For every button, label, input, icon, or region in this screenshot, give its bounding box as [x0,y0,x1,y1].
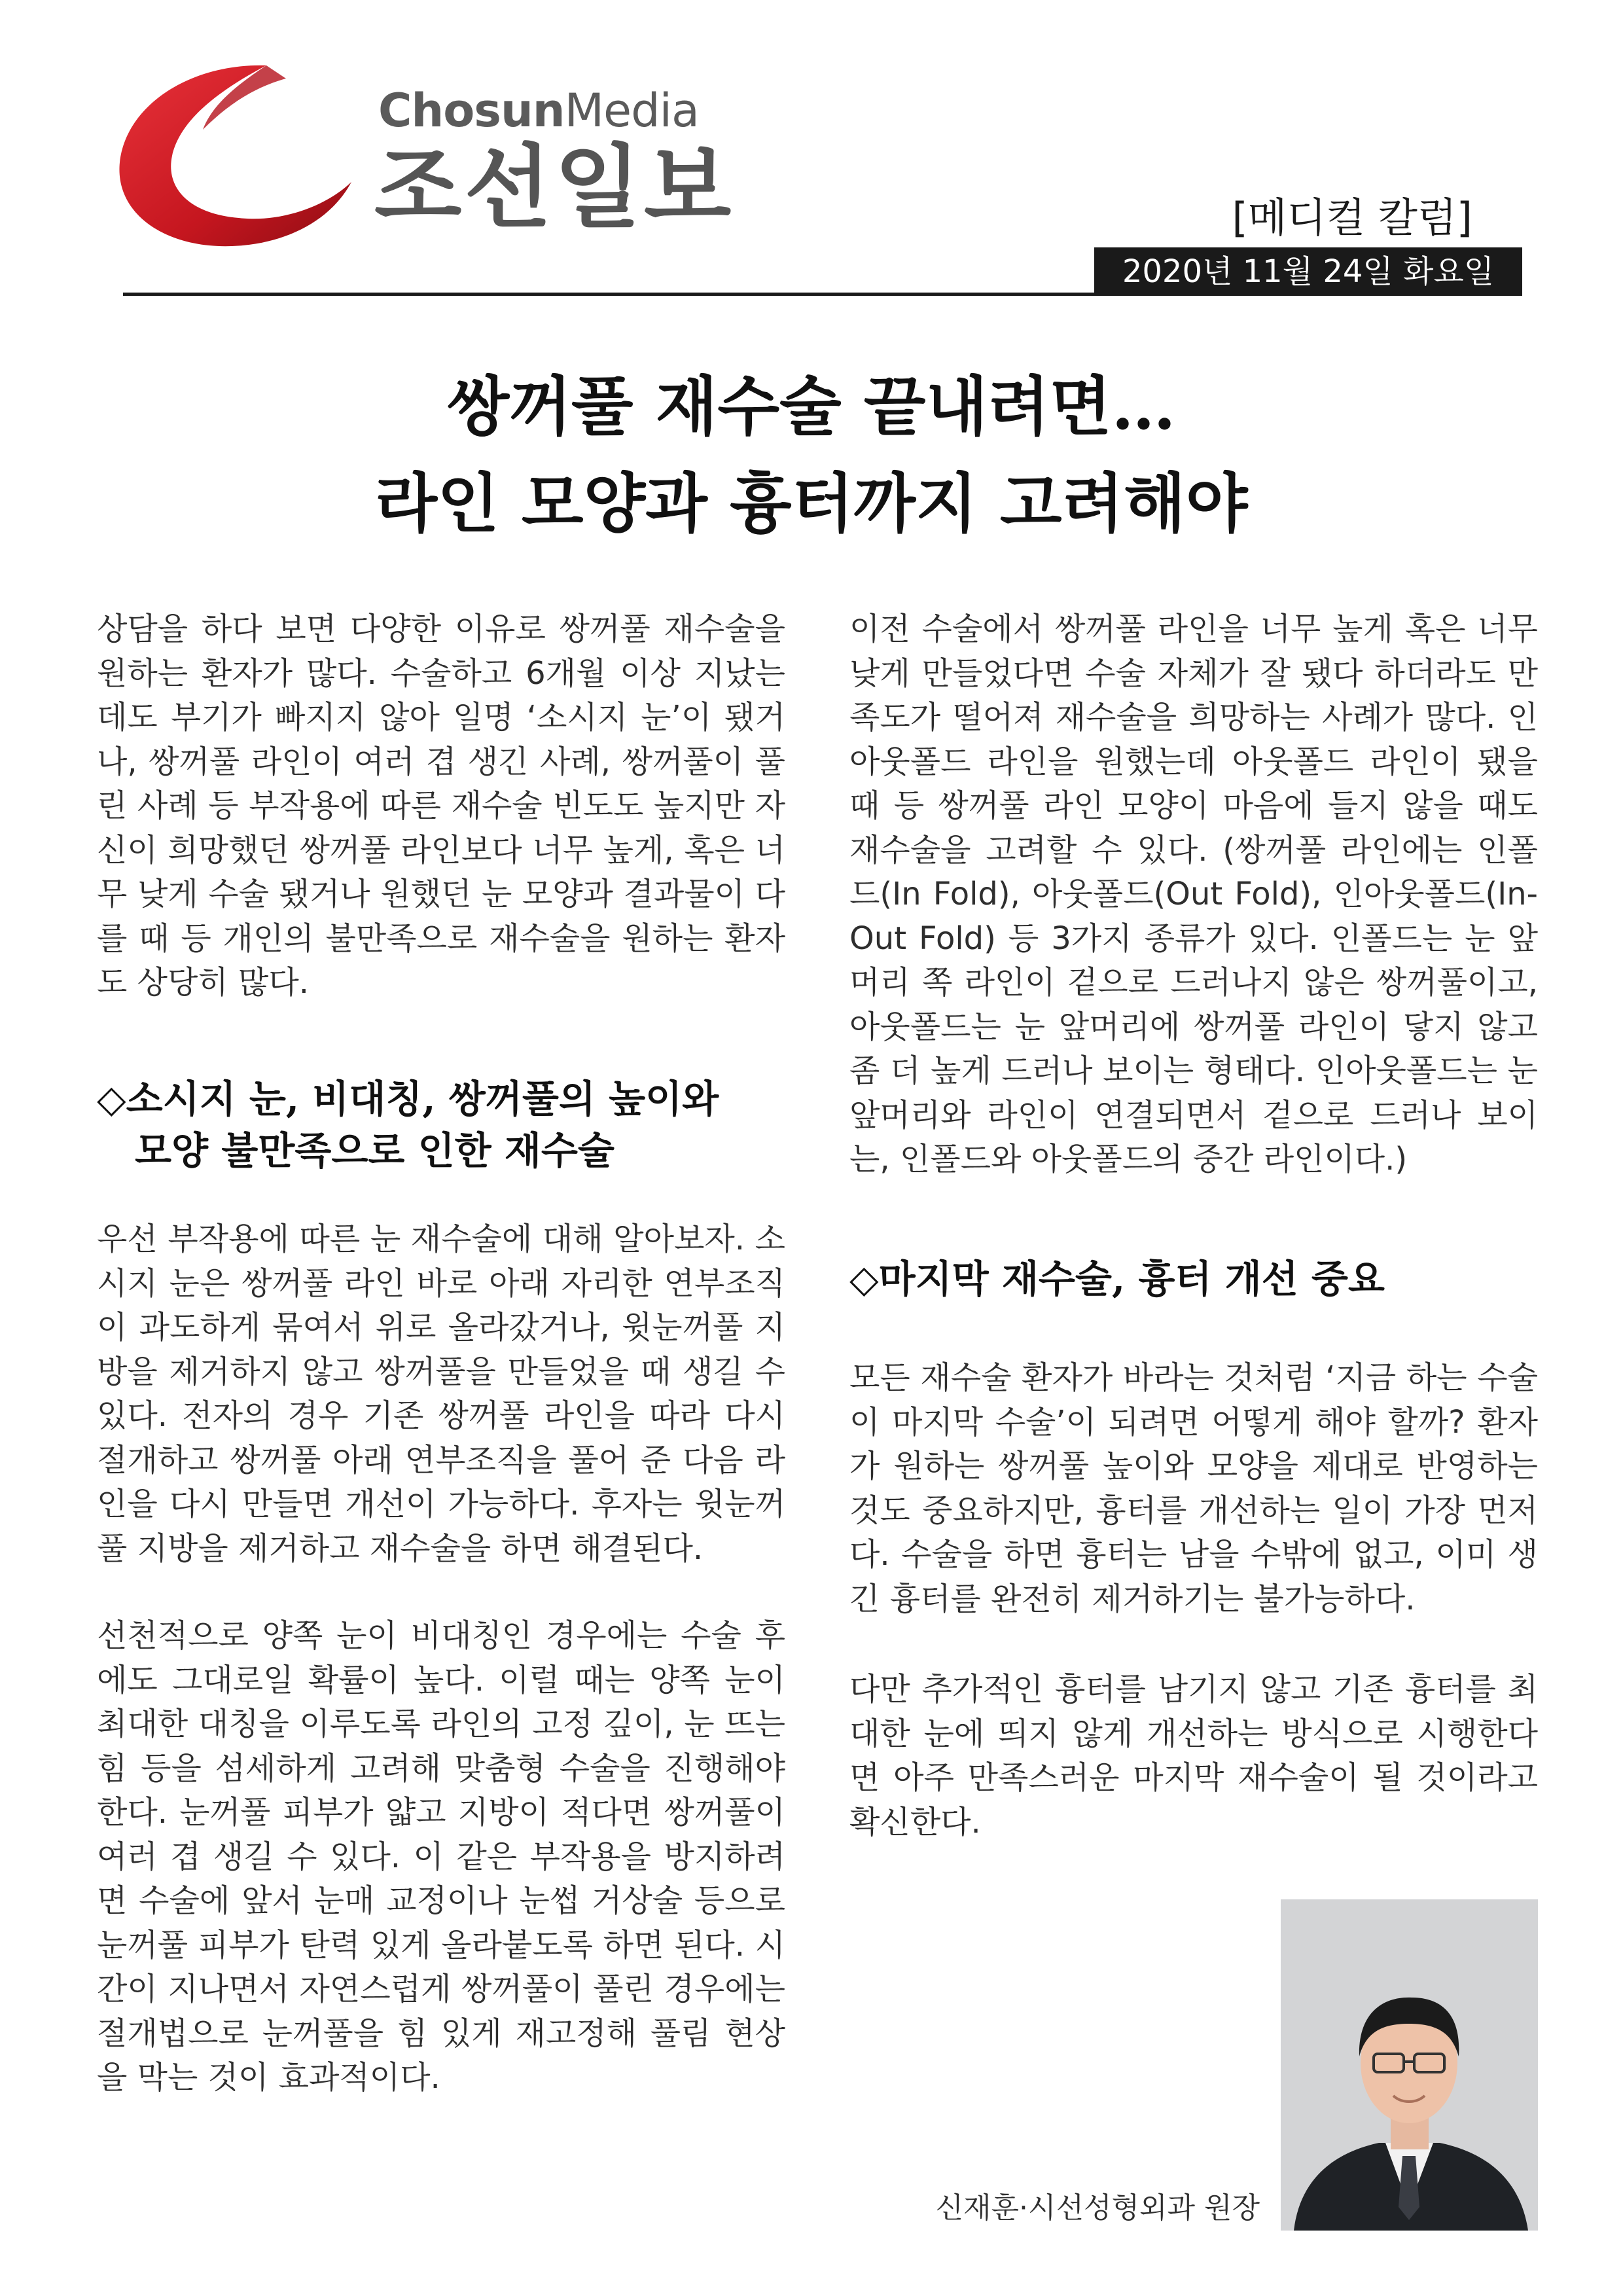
subhead-1 [97,1073,785,1177]
date-badge: 2020년 11월 24일 화요일 [1094,247,1522,296]
section-label: [메디컬 칼럼] [1232,194,1472,242]
headline [0,359,1623,552]
paragraph-3: 선천적으로 양쪽 눈이 비대칭인 경우에는 수술 후에도 그대로일 확률이 높다. 이럴 때는 양쪽 눈이 최대한 대칭을 이루도록 라인의 고정 깊이, 눈 뜨는 힘 등을 섬세하게 고려해 맞춤형 수술을 진행해야 한다. 눈꺼풀 피부가 얇고 지방이 적다면 쌍꺼풀이 여러 겹 생길 수 있다. 이 같은 부작용을 방지하려면 수술에 앞서 눈매 교정이나 눈썹 거상술 등으로 눈꺼풀 피부가 탄력 있게 올라붙도록 하면 된다. 시간이 지나면서 자연스럽게 쌍꺼풀이 풀린 경우에는 절개법으로 눈꺼풀을 힘 있게 재고정해 풀림 현상을 막는 것이 효과적이다. [97,1617,785,2096]
brand-english-bold: Chosun [378,84,565,137]
brand-english-light: Media [564,84,699,137]
subhead-2: ◇마지막 재수술, 흉터 개선 중요 [849,1257,1385,1301]
author-portrait-illustration [1281,1899,1538,2231]
brand-english [378,84,699,137]
author-portrait [1281,1899,1538,2231]
subhead-1-line-1: ◇소시지 눈, 비대칭, 쌍꺼풀의 높이와 [97,1077,719,1121]
paragraph-6: 다만 추가적인 흉터를 남기지 않고 기존 흉터를 최대한 눈에 띄지 않게 개선하는 방식으로 시행한다면 아주 만족스러운 마지막 재수술이 될 것이라고 확신한다. [849,1671,1538,1840]
paragraph-1: 상담을 하다 보면 다양한 이유로 쌍꺼풀 재수술을 원하는 환자가 많다. 수술하고 6개월 이상 지났는데도 부기가 빠지지 않아 일명 ‘소시지 눈’이 됐거나, 쌍꺼풀 라인이 여러 겹 생긴 사례, 쌍꺼풀이 풀린 사례 등 부작용에 따른 재수술 빈도도 높지만 자신이 희망했던 쌍꺼풀 라인보다 너무 높게, 혹은 너무 낮게 수술 됐거나 원했던 눈 모양과 결과물이 다를 때 등 개인의 불만족으로 재수술을 원하는 환자도 상당히 많다. [97,611,785,1001]
paragraph-5: 모든 재수술 환자가 바라는 것처럼 ‘지금 하는 수술이 마지막 수술’이 되려면 어떻게 해야 할까? 환자가 원하는 쌍꺼풀 높이와 모양을 제대로 반영하는 것도 중요하지만, 흉터를 개선하는 일이 가장 먼저다. 수술을 하면 흉터는 남을 수밖에 없고, 이미 생긴 흉터를 완전히 제거하기는 불가능하다. [849,1359,1538,1617]
paragraph-4: 이전 수술에서 쌍꺼풀 라인을 너무 높게 혹은 너무 낮게 만들었다면 수술 자체가 잘 됐다 하더라도 만족도가 떨어져 재수술을 희망하는 사례가 많다. 인아웃폴드 라인을 원했는데 아웃폴드 라인이 됐을 때 등 쌍꺼풀 라인 모양이 마음에 들지 않을 때도 재수술을 고려할 수 있다. (쌍꺼풀 라인에는 인폴드(In Fold), 아웃폴드(Out Fold), 인아웃폴드(In-Out Fold) 등 3가지 종류가 있다. 인폴드는 눈 앞머리 쪽 라인이 겉으로 드러나지 않은 쌍꺼풀이고, 아웃폴드는 눈 앞머리에 쌍꺼풀 라인이 닿지 않고 좀 더 높게 드러나 보이는 형태다. 인아웃폴드는 눈 앞머리와 라인이 연결되면서 겉으로 드러나 보이는, 인폴드와 아웃폴드의 중간 라인이다.) [849,611,1538,1177]
brand-korean: 조선일보 [374,135,734,240]
author-caption: 신재훈·시선성형외과 원장 [935,2191,1260,2225]
headline-line-1: 쌍꺼풀 재수술 끝내려면… [447,369,1176,444]
paragraph-2: 우선 부작용에 따른 눈 재수술에 대해 알아보자. 소시지 눈은 쌍꺼풀 라인 바로 아래 자리한 연부조직이 과도하게 묶여서 위로 올라갔거나, 윗눈꺼풀 지방을 제거하지 않고 쌍꺼풀을 만들었을 때 생길 수 있다. 전자의 경우 기존 쌍꺼풀 라인을 따라 다시 절개하고 쌍꺼풀 아래 연부조직을 풀어 준 다음 라인을 다시 만들면 개선이 가능하다. 후자는 윗눈꺼풀 지방을 제거하고 재수술을 하면 해결된다. [97,1221,785,1567]
headline-line-2: 라인 모양과 흉터까지 고려해야 [375,466,1248,541]
chosun-logo-icon [115,58,357,254]
subhead-1-line-2: 모양 불만족으로 인한 재수술 [135,1128,615,1173]
